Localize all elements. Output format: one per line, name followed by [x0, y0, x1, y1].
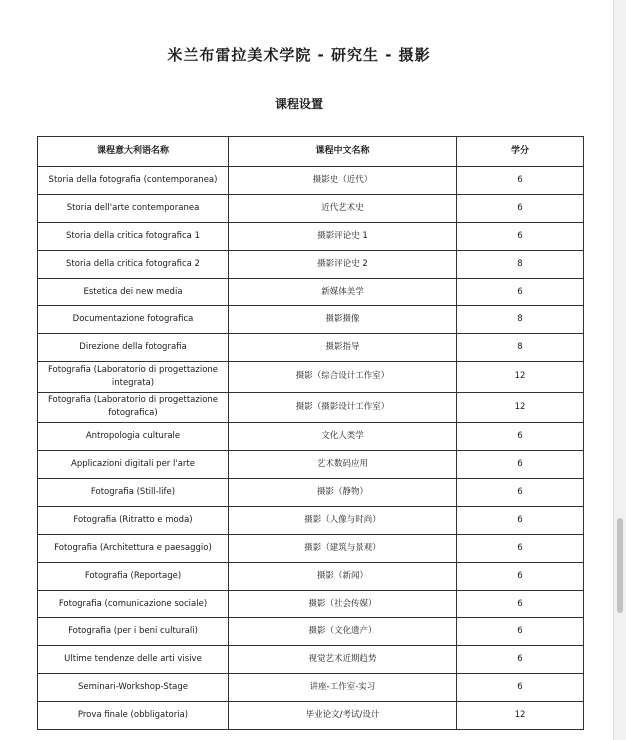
course-chinese-name: 摄影（摄影设计工作室）: [229, 392, 457, 423]
course-italian-name: Fotografia (Ritratto e moda): [38, 506, 229, 534]
table-row: [38, 334, 584, 362]
header-chinese-name: 课程中文名称: [229, 137, 457, 167]
vertical-scrollbar[interactable]: [613, 0, 626, 740]
table-row: [38, 451, 584, 479]
course-credits: 12: [457, 702, 584, 730]
course-credits: 6: [457, 618, 584, 646]
table-row: [38, 362, 584, 393]
course-italian-name: Prova finale (obbligatoria): [38, 702, 229, 730]
course-italian-name: Applicazioni digitali per l'arte: [38, 451, 229, 479]
course-italian-name: Fotografia (comunicazione sociale): [38, 590, 229, 618]
table-row: [38, 506, 584, 534]
header-credits: 学分: [457, 137, 584, 167]
course-credits: 6: [457, 506, 584, 534]
scrollbar-thumb[interactable]: [617, 518, 623, 613]
table-row: [38, 618, 584, 646]
header-italian-name: 课程意大利语名称: [38, 137, 229, 167]
course-chinese-name: 近代艺术史: [229, 194, 457, 222]
course-credits: 6: [457, 646, 584, 674]
course-chinese-name: 讲座-工作室-实习: [229, 674, 457, 702]
course-chinese-name: 摄影评论史 2: [229, 250, 457, 278]
course-chinese-name: 视觉艺术近期趋势: [229, 646, 457, 674]
course-chinese-name: 摄影（建筑与景观）: [229, 534, 457, 562]
table-row: [38, 250, 584, 278]
course-italian-name: Fotografia (Laboratorio di progettazione integrata): [38, 362, 229, 393]
course-chinese-name: 艺术数码应用: [229, 451, 457, 479]
table-row: [38, 674, 584, 702]
course-italian-name: Fotografia (Architettura e paesaggio): [38, 534, 229, 562]
course-chinese-name: 摄影指导: [229, 334, 457, 362]
course-credits: 6: [457, 167, 584, 195]
course-credits: 6: [457, 534, 584, 562]
course-credits: 6: [457, 278, 584, 306]
course-italian-name: Direzione della fotografia: [38, 334, 229, 362]
course-credits: 8: [457, 250, 584, 278]
course-italian-name: Documentazione fotografica: [38, 306, 229, 334]
course-chinese-name: 摄影（新闻）: [229, 562, 457, 590]
course-credits: 12: [457, 392, 584, 423]
course-table: [37, 136, 584, 730]
course-credits: 6: [457, 590, 584, 618]
course-chinese-name: 文化人类学: [229, 423, 457, 451]
course-chinese-name: 摄影史（近代）: [229, 167, 457, 195]
table-row: [38, 222, 584, 250]
course-italian-name: Storia della critica fotografica 1: [38, 222, 229, 250]
table-row: [38, 167, 584, 195]
course-chinese-name: 摄影摄像: [229, 306, 457, 334]
table-row: [38, 392, 584, 423]
table-row: [38, 702, 584, 730]
course-credits: 6: [457, 423, 584, 451]
course-italian-name: Ultime tendenze delle arti visive: [38, 646, 229, 674]
course-chinese-name: 毕业论文/考试/设计: [229, 702, 457, 730]
course-italian-name: Antropologia culturale: [38, 423, 229, 451]
table-row: [38, 646, 584, 674]
table-row: [38, 306, 584, 334]
course-italian-name: Fotografia (Still-life): [38, 479, 229, 507]
course-chinese-name: 摄影（静物）: [229, 479, 457, 507]
course-italian-name: Seminari-Workshop-Stage: [38, 674, 229, 702]
course-italian-name: Fotografia (per i beni culturali): [38, 618, 229, 646]
course-italian-name: Estetica dei new media: [38, 278, 229, 306]
course-italian-name: Storia della critica fotografica 2: [38, 250, 229, 278]
course-credits: 6: [457, 222, 584, 250]
table-row: [38, 423, 584, 451]
course-chinese-name: 摄影（文化遗产）: [229, 618, 457, 646]
table-row: [38, 479, 584, 507]
course-italian-name: Fotografia (Reportage): [38, 562, 229, 590]
course-italian-name: Fotografia (Laboratorio di progettazione fotografica): [38, 392, 229, 423]
course-credits: 8: [457, 306, 584, 334]
table-row: [38, 562, 584, 590]
course-credits: 6: [457, 674, 584, 702]
course-credits: 12: [457, 362, 584, 393]
course-chinese-name: 摄影评论史 1: [229, 222, 457, 250]
course-credits: 6: [457, 451, 584, 479]
course-credits: 8: [457, 334, 584, 362]
course-credits: 6: [457, 562, 584, 590]
course-chinese-name: 摄影（人像与时尚）: [229, 506, 457, 534]
table-row: [38, 590, 584, 618]
course-italian-name: Storia dell'arte contemporanea: [38, 194, 229, 222]
document-title: 米兰布雷拉美术学院 - 研究生 - 摄影: [167, 46, 431, 64]
table-header-row: [38, 137, 584, 167]
course-chinese-name: 摄影（综合设计工作室）: [229, 362, 457, 393]
table-row: [38, 278, 584, 306]
course-chinese-name: 摄影（社会传媒）: [229, 590, 457, 618]
course-credits: 6: [457, 194, 584, 222]
course-credits: 6: [457, 479, 584, 507]
table-row: [38, 194, 584, 222]
course-chinese-name: 新媒体美学: [229, 278, 457, 306]
table-row: [38, 534, 584, 562]
course-italian-name: Storia della fotografia (contemporanea): [38, 167, 229, 195]
section-subtitle: 课程设置: [274, 97, 323, 111]
